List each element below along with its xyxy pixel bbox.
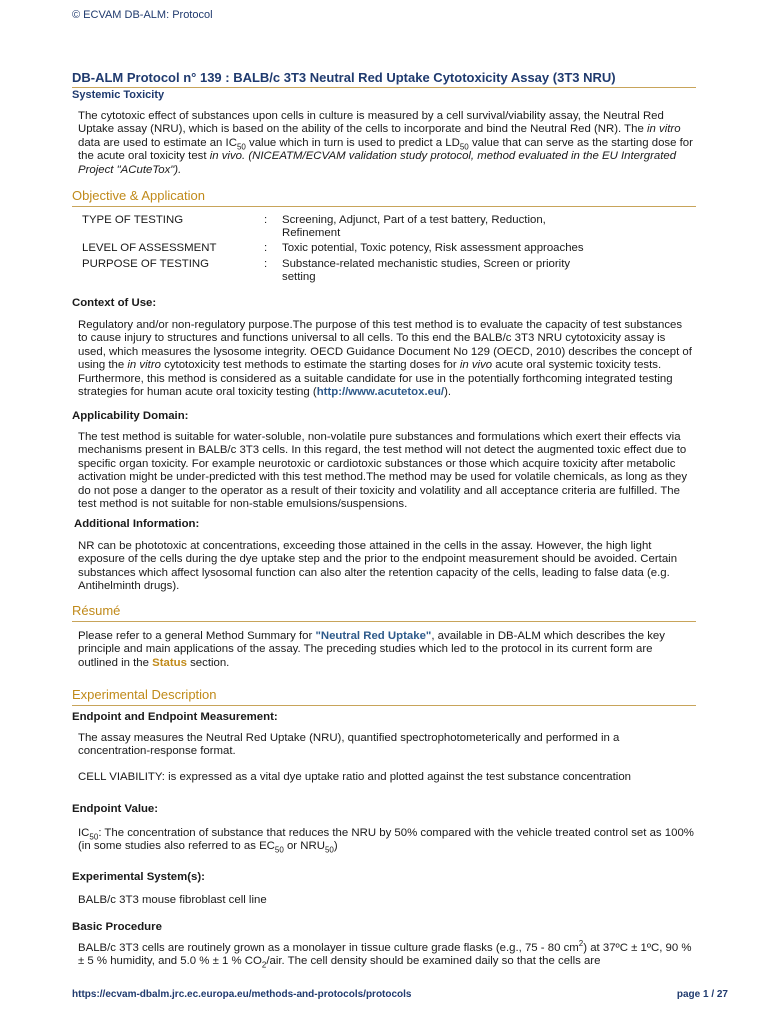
applicability-paragraph: The test method is suitable for water-soluble, non-volatile pure substances and formulations which exert their effects via mechanisms present in BALB/c 3T3 cells. In this regard, the test method will not detect the augmented toxic effect due to specific organ toxicity. For example neurotoxic or cardiotoxic substances or those which acquire toxicity after metabolic activation might be under-predicted with this test method.The method may be used for volatile chemicals, as long as they do not pose a danger to the operator as a result of their toxicity and volatility and all acceptance criteria are fulfilled. The test method is not suitable for non-stable emulsions/suspensions. [78, 431, 688, 511]
kv-key-purpose: PURPOSE OF TESTING [82, 258, 210, 270]
resume-paragraph: Please refer to a general Method Summary for "Neutral Red Uptake", available in DB-ALM which describes the key principle and main applications of the assay. The preceding studies which led to the protocol in its current form are outlined in the Status section. [78, 630, 665, 669]
applicability-heading: Applicability Domain: [72, 410, 189, 422]
endpoint-paragraph: The assay measures the Neutral Red Uptake (NRU), quantified spectrophotometerically and performed in a concentration-response format. [78, 732, 620, 758]
kv-value-purpose: Substance-related mechanistic studies, Screen or priority setting [282, 258, 571, 283]
experimental-system-text: BALB/c 3T3 mouse fibroblast cell line [78, 894, 267, 906]
experimental-system-heading: Experimental System(s): [72, 871, 205, 883]
additional-paragraph: NR can be phototoxic at concentrations, exceeding those attained in the cells in the assay. However, the high light exposure of the cells during the dye uptake step and the prior to the endpoint measurement should be avoided. Certain substances which affect lysosomal function can also alter the retention capacity of the cells, leading to false data (e.g. Antihelminth drugs). [78, 540, 678, 593]
kv-colon: : [264, 214, 268, 226]
footer-url-link[interactable]: https://ecvam-dbalm.jrc.ec.europa.eu/methods-and-protocols/protocols [72, 989, 412, 1000]
title-divider [72, 87, 696, 88]
page-title: DB-ALM Protocol n° 139 : BALB/c 3T3 Neutral Red Uptake Cytotoxicity Assay (3T3 NRU) [72, 70, 616, 85]
kv-value-type: Screening, Adjunct, Part of a test battery, Reduction, Refinement [282, 214, 546, 239]
kv-key-type: TYPE OF TESTING [82, 214, 184, 226]
section-divider [72, 705, 696, 706]
additional-heading: Additional Information: [74, 518, 200, 530]
viability-paragraph: CELL VIABILITY: is expressed as a vital dye uptake ratio and plotted against the test substance concentration [78, 771, 631, 783]
section-divider [72, 206, 696, 207]
section-heading-experimental: Experimental Description [72, 687, 217, 702]
copyright-notice: © ECVAM DB-ALM: Protocol [72, 9, 213, 21]
basic-procedure-paragraph: BALB/c 3T3 cells are routinely grown as a monolayer in tissue culture grade flasks (e.g., 75 - 80 $cm^2$) at 37ºC ± 1ºC, 90 % ± 5 % humidity, and 5.0 % ± 1 % $CO_2$/air. The cell density should be examined daily so that the cells are [78, 939, 692, 970]
page-subtitle: Systemic Toxicity [72, 89, 165, 101]
section-heading-objective: Objective & Application [72, 188, 205, 203]
status-link[interactable]: Status [152, 656, 187, 669]
section-divider [72, 621, 696, 622]
endpoint-heading: Endpoint and Endpoint Measurement: [72, 711, 278, 723]
context-paragraph: Regulatory and/or non-regulatory purpose.The purpose of this test method is to evaluate the capacity of test substances to cause injury to structures and functions universal to all cells. To this end the BALB/c 3T3 NRU cytotoxicity assay is used, which measures the lysosome integrity. OECD Guidance Document No 129 (OECD, 2010) describes the concept of using the in vitro cytotoxicity test methods to estimate the starting doses for in vivo acute oral systemic toxicity tests. Furthermore, this method is considered as a suitable candidate for use in the potentially forthcoming integrated testing strategies for human acute oral toxicity testing (http://www.acutetox.eu/). [78, 319, 692, 399]
neutral-red-uptake-link[interactable]: "Neutral Red Uptake" [315, 630, 432, 642]
kv-colon: : [264, 242, 268, 254]
endpoint-value-paragraph: $IC_{50}$: The concentration of substance that reduces the NRU by 50% compared with the vehicle treated control set as 100% (in some studies also referred to as $EC_{50}$ or $NRU_{50}$) [78, 827, 694, 855]
context-heading: Context of Use: [72, 297, 157, 309]
section-heading-resume: Résumé [72, 603, 121, 618]
intro-paragraph: The cytotoxic effect of substances upon cells in culture is measured by a cell survival/viability assay, the Neutral Red Uptake assay (NRU), which is based on the ability of the cells to incorporate and bind the Neutral Red (NR). The in vitro data are used to estimate an $IC_{50}$ value which in turn is used to predict a $LD_{50}$ value that can serve as the starting dose for the acute oral toxicity test in vivo. (NICEATM/ECVAM validation study protocol, method evaluated in the EU Intergrated Project "ACuteTox"). [78, 110, 693, 176]
basic-procedure-heading: Basic Procedure [72, 921, 162, 933]
kv-value-level: Toxic potential, Toxic potency, Risk assessment approaches [282, 242, 584, 254]
kv-key-level: LEVEL OF ASSESSMENT [82, 242, 217, 254]
acutetox-link[interactable]: http://www.acutetox.eu/ [316, 386, 445, 399]
page-number: page 1 / 27 [676, 989, 728, 1000]
endpoint-value-heading: Endpoint Value: [72, 803, 159, 815]
kv-colon: : [264, 258, 268, 270]
